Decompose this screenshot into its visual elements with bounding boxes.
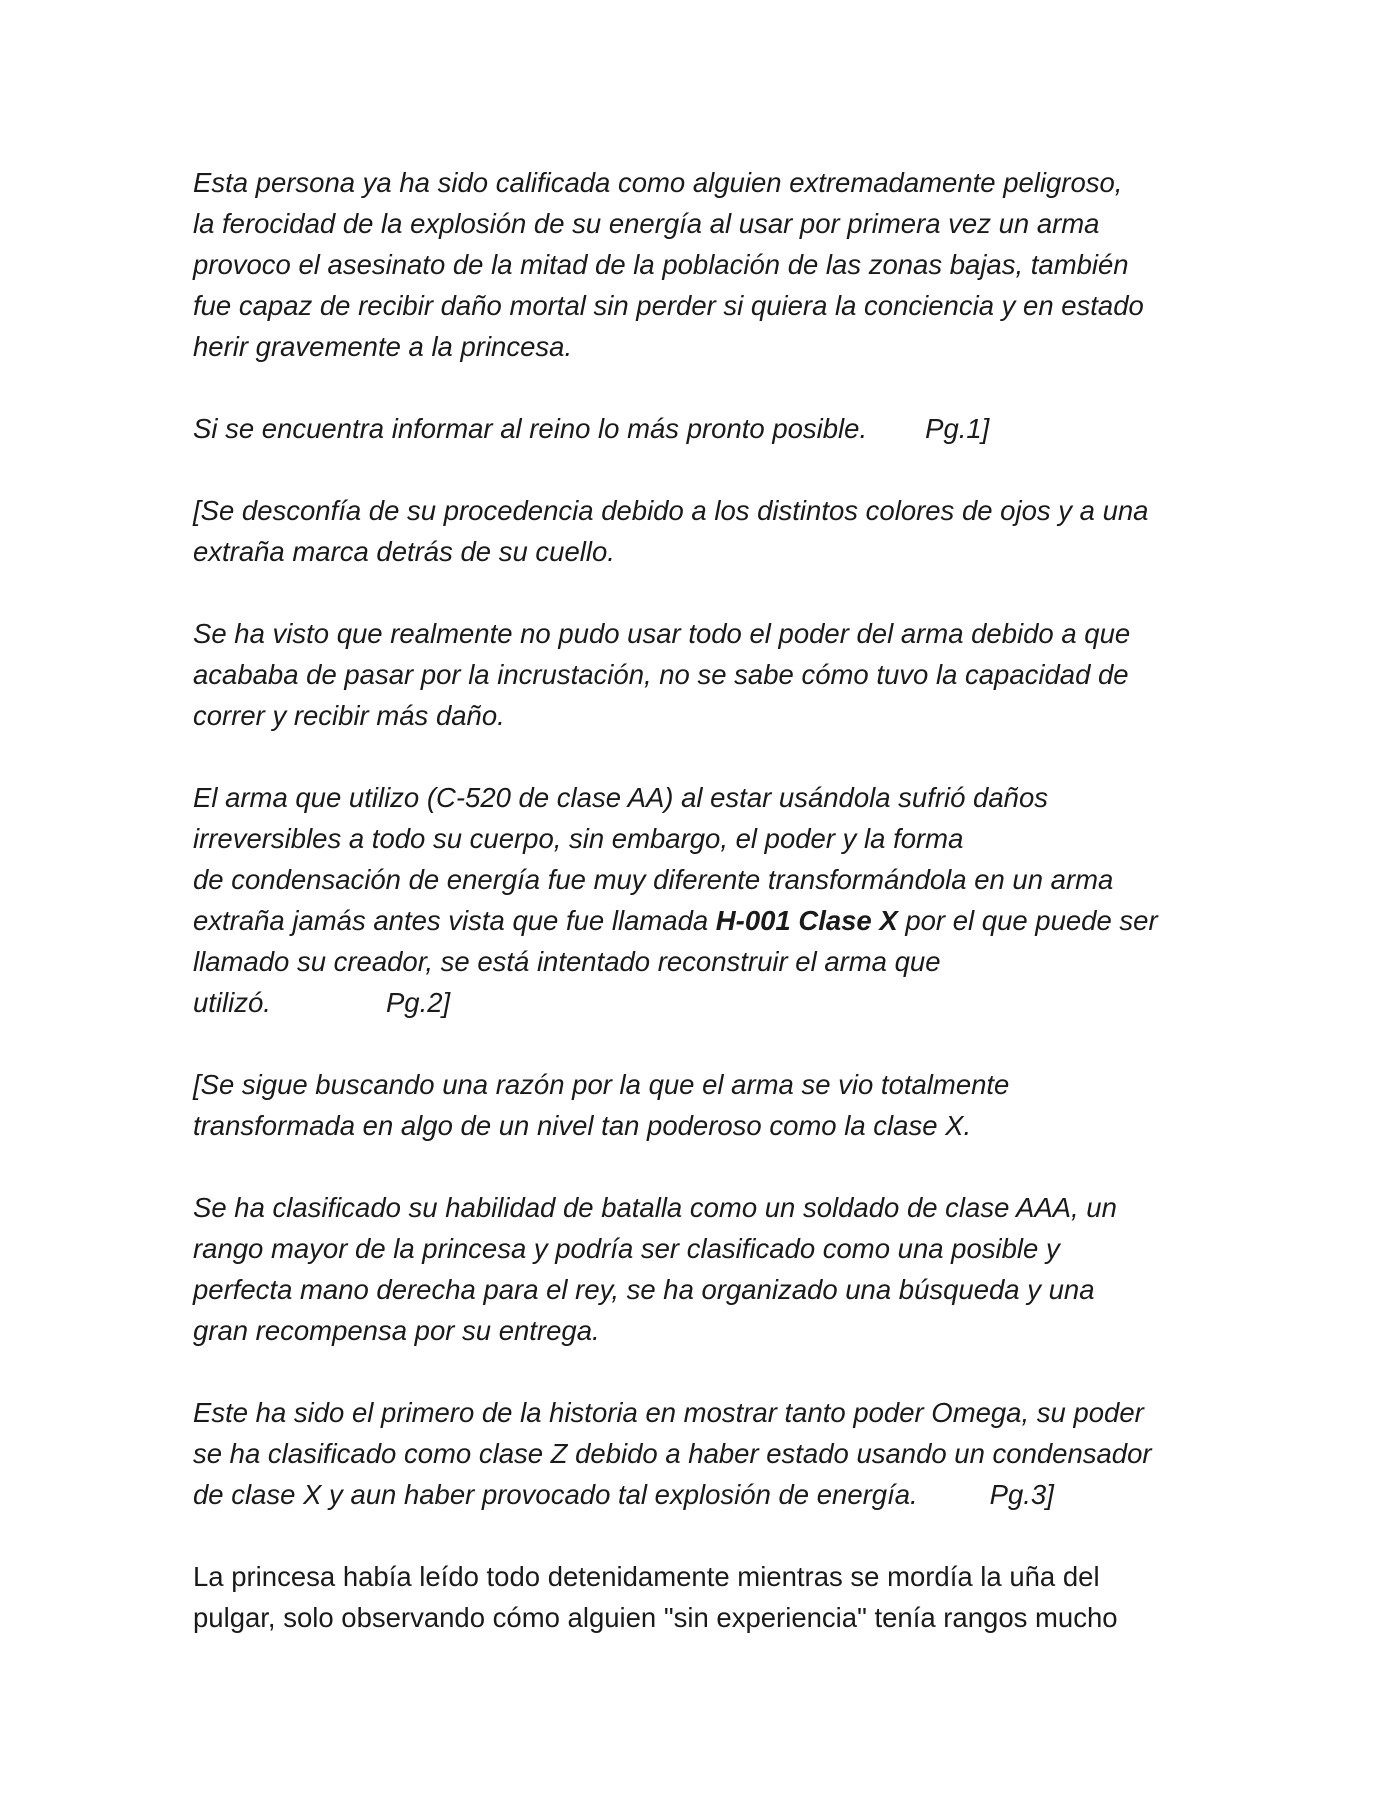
text-line: [Se sigue buscando una razón por la que el arma se vio totalmente: [193, 1069, 1010, 1100]
line-text: utilizó.: [193, 987, 271, 1018]
text-line: acababa de pasar por la incrustación, no se sabe cómo tuvo la capacidad de: [193, 659, 1129, 690]
text-line: [Se desconfía de su procedencia debido a los distintos colores de ojos y a una: [193, 495, 1149, 526]
text-line: [193, 900, 1233, 941]
page-reference: Pg.1]: [925, 413, 990, 444]
text-line: llamado su creador, se está intentado reconstruir el arma que: [193, 946, 941, 977]
paragraph-4: [193, 613, 1233, 736]
paragraph-7: [193, 1187, 1233, 1351]
text-line: de condensación de energía fue muy diferente transformándola en un arma: [193, 864, 1114, 895]
text-line: herir gravemente a la princesa.: [193, 331, 573, 362]
line-text: Si se encuentra informar al reino lo más pronto posible.: [193, 413, 868, 444]
text-line: [193, 408, 1233, 449]
text-line: la ferocidad de la explosión de su energía al usar por primera vez un arma: [193, 208, 1100, 239]
text-line: El arma que utilizo (C-520 de clase AA) al estar usándola sufrió daños: [193, 782, 1048, 813]
paragraph-8: [193, 1392, 1233, 1515]
text-line: pulgar, solo observando cómo alguien "sin experiencia" tenía rangos mucho: [193, 1602, 1118, 1633]
text-line: gran recompensa por su entrega.: [193, 1315, 600, 1346]
paragraph-1: [193, 162, 1233, 367]
line-text: por el que puede ser: [897, 905, 1158, 936]
text-line: rango mayor de la princesa y podría ser clasificado como una posible y: [193, 1233, 1060, 1264]
text-line: [193, 982, 1233, 1023]
text-line: La princesa había leído todo detenidamente mientras se mordía la uña del: [193, 1561, 1100, 1592]
paragraph-9: [193, 1556, 1233, 1638]
page-reference: Pg.3]: [989, 1479, 1054, 1510]
paragraph-2: [193, 408, 1233, 449]
text-line: Se ha clasificado su habilidad de batalla como un soldado de clase AAA, un: [193, 1192, 1117, 1223]
text-line: correr y recibir más daño.: [193, 700, 505, 731]
text-line: Se ha visto que realmente no pudo usar todo el poder del arma debido a que: [193, 618, 1131, 649]
line-text: extraña jamás antes vista que fue llamada: [193, 905, 716, 936]
text-line: se ha clasificado como clase Z debido a haber estado usando un condensador: [193, 1438, 1152, 1469]
text-line: extraña marca detrás de su cuello.: [193, 536, 615, 567]
text-line: Esta persona ya ha sido calificada como alguien extremadamente peligroso,: [193, 167, 1123, 198]
paragraph-3: [193, 490, 1233, 572]
paragraph-6: [193, 1064, 1233, 1146]
document-body: [193, 162, 1233, 1679]
line-text: de clase X y aun haber provocado tal explosión de energía.: [193, 1479, 918, 1510]
paragraph-5: [193, 777, 1233, 1023]
page-reference: Pg.2]: [385, 987, 451, 1018]
text-line: fue capaz de recibir daño mortal sin perder si quiera la conciencia y en estado: [193, 290, 1144, 321]
text-line: [193, 1474, 1233, 1515]
text-line: transformada en algo de un nivel tan poderoso como la clase X.: [193, 1110, 972, 1141]
weapon-name-bold: H-001 Clase X: [715, 905, 898, 936]
text-line: Este ha sido el primero de la historia en mostrar tanto poder Omega, su poder: [193, 1397, 1144, 1428]
text-line: provoco el asesinato de la mitad de la población de las zonas bajas, también: [193, 249, 1129, 280]
text-line: irreversibles a todo su cuerpo, sin embargo, el poder y la forma: [193, 823, 964, 854]
text-line: perfecta mano derecha para el rey, se ha organizado una búsqueda y una: [193, 1274, 1095, 1305]
